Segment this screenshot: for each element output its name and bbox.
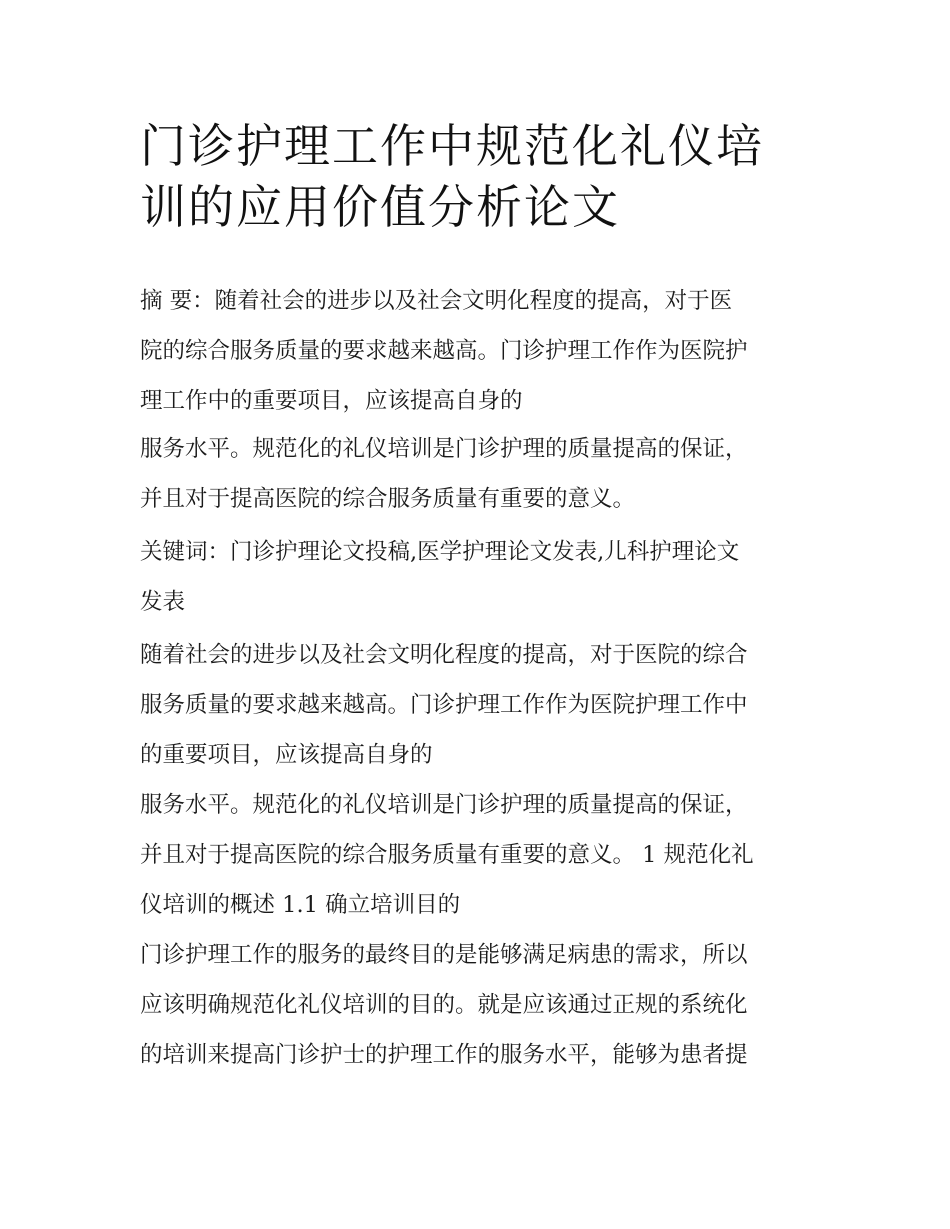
text-line: 仪培训的概述 1.1 确立培训目的	[140, 892, 461, 918]
text-line: 服务水平。规范化的礼仪培训是门诊护理的质量提高的保证，	[140, 792, 748, 818]
text-line: 并且对于提高医院的综合服务质量有重要的意义。 1 规范化礼	[140, 842, 754, 868]
keywords-paragraph	[140, 535, 830, 635]
text-line: 关键词：门诊护理论文投稿,医学护理论文发表,儿科护理论文	[140, 539, 740, 565]
text-line: 应该明确规范化礼仪培训的目的。就是应该通过正规的系统化	[140, 992, 748, 1018]
text-line: 的重要项目，应该提高自身的	[140, 742, 433, 768]
document-title	[140, 116, 820, 238]
text-line: 摘 要：随着社会的进步以及社会文明化程度的提高，对于医	[140, 288, 733, 314]
title-line-2: 训的应用价值分析论文	[140, 180, 620, 234]
text-line: 理工作中的重要项目，应该提高自身的	[140, 388, 523, 414]
title-line-1: 门诊护理工作中规范化礼仪培	[140, 119, 764, 173]
abstract-paragraph-continued	[140, 432, 830, 532]
text-line: 并且对于提高医院的综合服务质量有重要的意义。	[140, 486, 636, 512]
text-line: 随着社会的进步以及社会文明化程度的提高，对于医院的综合	[140, 642, 748, 668]
text-line: 服务水平。规范化的礼仪培训是门诊护理的质量提高的保证，	[140, 436, 748, 462]
body-paragraph-continued	[140, 788, 830, 938]
text-line: 院的综合服务质量的要求越来越高。门诊护理工作作为医院护	[140, 338, 748, 364]
abstract-paragraph	[140, 284, 830, 434]
body-paragraph	[140, 638, 830, 788]
section-paragraph	[140, 938, 830, 1088]
text-line: 服务质量的要求越来越高。门诊护理工作作为医院护理工作中	[140, 692, 748, 718]
text-line: 的培训来提高门诊护士的护理工作的服务水平，能够为患者提	[140, 1042, 748, 1068]
text-line: 发表	[140, 589, 186, 615]
text-line: 门诊护理工作的服务的最终目的是能够满足病患的需求，所以	[140, 942, 748, 968]
